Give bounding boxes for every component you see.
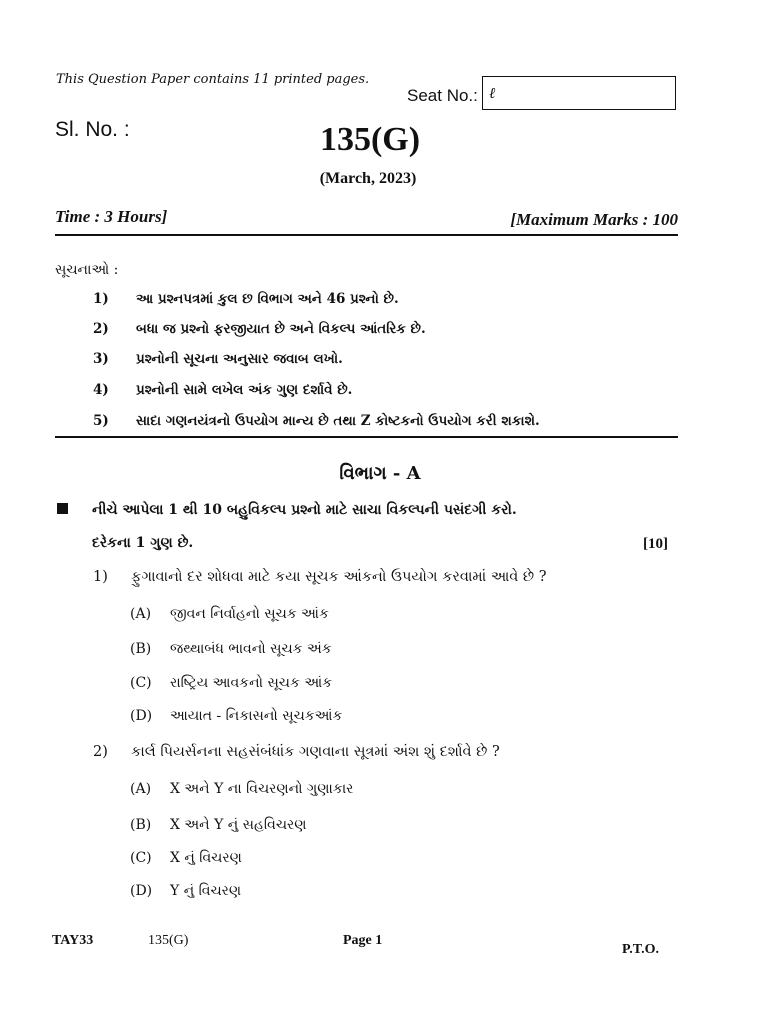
section-direction: નીચે આપેલા 1 થી 10 બહુવિકલ્પ પ્રશ્નો માટે સાચા વિકલ્પની પસંદગી કરો. <box>92 502 517 518</box>
instruction-text: બધા જ પ્રશ્નો ફરજીયાત છે અને વિકલ્પ આંતરિક છે. <box>136 321 426 337</box>
instruction-item <box>0 291 768 315</box>
option-item <box>0 850 768 874</box>
serial-number-label: Sl. No. : <box>55 118 130 141</box>
option-item <box>0 781 768 805</box>
option-item <box>0 675 768 699</box>
instructions-heading: સૂચનાઓ : <box>55 262 119 278</box>
seat-number-value: ℓ <box>489 84 496 102</box>
option-item <box>0 708 768 732</box>
instruction-item <box>0 351 768 375</box>
seat-number-label: Seat No.: <box>407 86 478 105</box>
question-text: કાર્લ પિયર્સનના સહસંબંધાંક ગણવાના સૂત્રમાં અંશ શું દર્શાવે છે ? <box>131 744 500 760</box>
option-text: આયાત - નિકાસનો સૂચકઆંક <box>170 708 343 724</box>
question-text: ફુગાવાનો દર શોધવા માટે કયા સૂચક આંકનો ઉપયોગ કરવામાં આવે છે ? <box>131 569 547 585</box>
square-bullet-icon <box>57 503 68 514</box>
seat-number-box <box>482 76 676 110</box>
option-text: X અને Y નું સહવિચરણ <box>170 817 307 833</box>
instructions-divider <box>55 436 678 438</box>
option-label: (D) <box>130 708 153 724</box>
instruction-text: પ્રશ્નોની સામે લખેલ અંક ગુણ દર્શાવે છે. <box>136 382 353 398</box>
option-label: (A) <box>130 606 152 622</box>
section-total-marks: [10] <box>643 536 668 552</box>
option-label: (B) <box>130 817 152 833</box>
instruction-number: 1) <box>93 291 109 307</box>
option-label: (D) <box>130 883 153 899</box>
header-divider <box>55 234 678 236</box>
option-label: (C) <box>130 850 152 866</box>
section-marks-note: દરેકના 1 ગુણ છે. <box>92 535 194 551</box>
instruction-text: આ પ્રશ્નપત્રમાં કુલ છ વિભાગ અને 46 પ્રશ્નો છે. <box>136 291 399 307</box>
option-item <box>0 641 768 665</box>
exam-duration: Time : 3 Hours] <box>55 207 168 226</box>
instruction-number: 5) <box>93 413 109 429</box>
option-item <box>0 817 768 841</box>
option-text: રાષ્ટ્રિય આવકનો સૂચક આંક <box>170 675 333 691</box>
option-item <box>0 883 768 907</box>
instruction-number: 2) <box>93 321 109 337</box>
option-text: X અને Y ના વિચરણનો ગુણાકાર <box>170 781 354 797</box>
option-text: Y નું વિચરણ <box>170 883 242 899</box>
footer-paper-code: 135(G) <box>148 933 189 948</box>
instruction-item <box>0 413 768 437</box>
option-text: જથ્થાબંધ ભાવનો સૂચક અંક <box>170 641 332 657</box>
footer-page-number: Page 1 <box>343 933 383 948</box>
section-title: વિભાગ - A <box>339 463 421 484</box>
instruction-number: 4) <box>93 382 109 398</box>
question-number: 1) <box>93 569 108 585</box>
instruction-number: 3) <box>93 351 109 367</box>
footer-code: TAY33 <box>52 933 94 948</box>
page-count-note: This Question Paper contains 11 printed pages. <box>56 72 370 87</box>
maximum-marks: [Maximum Marks : 100 <box>510 210 678 229</box>
instruction-text: પ્રશ્નોની સૂચના અનુસાર જવાબ લખો. <box>136 351 343 367</box>
exam-date: (March, 2023) <box>319 170 417 187</box>
question-1 <box>0 569 768 593</box>
option-label: (C) <box>130 675 152 691</box>
question-2 <box>0 744 768 768</box>
paper-code: 135(G) <box>319 121 421 158</box>
option-text: X નું વિચરણ <box>170 850 242 866</box>
option-label: (B) <box>130 641 152 657</box>
footer-pto: P.T.O. <box>622 942 659 957</box>
option-item <box>0 606 768 630</box>
question-number: 2) <box>93 744 108 760</box>
instruction-text: સાદા ગણનયંત્રનો ઉપયોગ માન્ય છે તથા Z કોષ્ટકનો ઉપયોગ કરી શકાશે. <box>136 413 540 429</box>
option-text: જીવન નિર્વાહનો સૂચક આંક <box>170 606 329 622</box>
instruction-item <box>0 382 768 406</box>
option-label: (A) <box>130 781 152 797</box>
instruction-item <box>0 321 768 345</box>
